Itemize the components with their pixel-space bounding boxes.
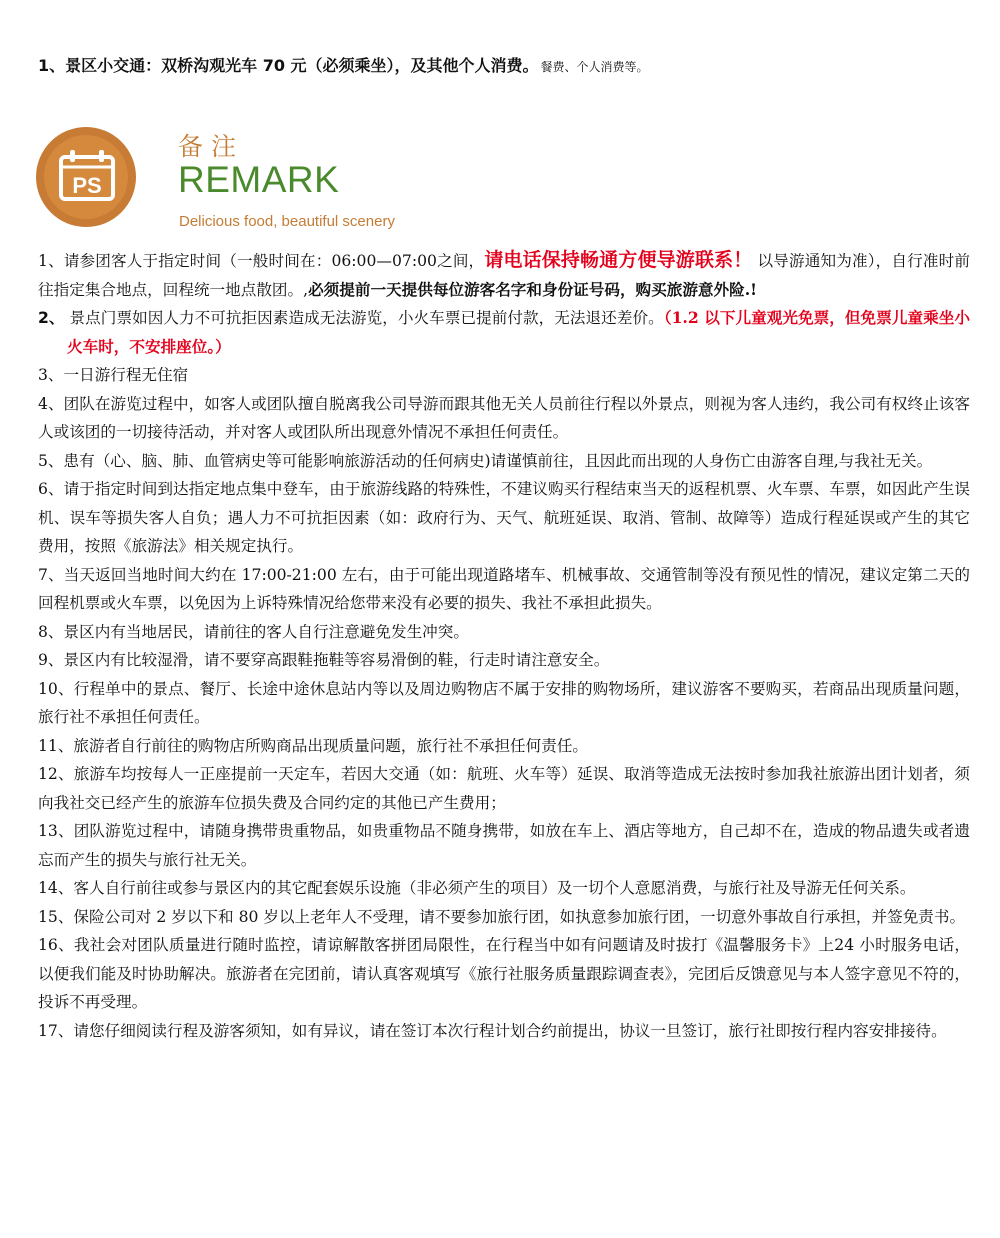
note-item-10: 10、行程单中的景点、餐厅、长途中途休息站内等以及周边购物店不属于安排的购物场所，建议游客不要购买，若商品出现质量问题，旅行社不承担任何责任。: [38, 679, 970, 726]
note-1-bold: 必须提前一天提供每位游客名字和身份证号码，购买旅游意外险.!: [308, 279, 757, 299]
remark-title-en: REMARK: [178, 159, 340, 200]
note-item-8: 8、景区内有当地居民，请前往的客人自行注意避免发生冲突。: [38, 622, 469, 641]
remark-tagline: Delicious food, beautiful scenery: [179, 213, 395, 230]
note-2-highlight: （1.2 以下儿童观光免票，但免票儿童乘坐小火车时，不安排座位。）: [67, 308, 970, 356]
note-item-17: 17、请您仔细阅读行程及游客须知，如有异议，请在签订本次行程计划合约前提出，协议一旦签订，旅行社即按行程内容安排接待。: [38, 1021, 947, 1040]
note-2-text: 景点门票如因人力不可抗拒因素造成无法游览，小火车票已提前付款，无法退还差价。: [69, 309, 664, 327]
note-item-2: [38, 304, 970, 361]
note-item-16: 16、我社会对团队质量进行随时监控，请谅解散客拼团局限性，在行程当中如有问题请及时拔打《温馨服务卡》上24 小时服务电话，以便我们能及时协助解决。旅游者在完团前，请认真客观填写《旅行社服务质量跟踪调查表》，完团后反馈意见与本人签字意见不符的，投诉不再受理。: [38, 936, 970, 1011]
note-item-5: 5、患有（心、脑、肺、血管病史等可能影响旅游活动的任何病史)请谨慎前往，且因此而出现的人身伤亡由游客自理,与我社无关。: [38, 451, 933, 470]
remark-banner: [36, 127, 456, 230]
note-2-number: 2、: [38, 309, 65, 327]
note-item-7: 7、当天返回当地时间大约在 17:00-21:00 左右，由于可能出现道路堵车、机械事故、交通管制等没有预见性的情况，建议定第二天的回程机票或火车票，以免因为上诉特殊情况给您带来没有必要的损失、我社不承担此损失。: [38, 565, 970, 612]
note-item-3: 3、一日游行程无住宿: [38, 366, 189, 384]
note-item-9: 9、景区内有比较湿滑，请不要穿高跟鞋拖鞋等容易滑倒的鞋，行走时请注意安全。: [38, 651, 610, 669]
remark-badge-text: PS: [72, 173, 102, 198]
note-item-12: 12、旅游车均按每人一正座提前一天定车，若因大交通（如：航班、火车等）延误、取消等造成无法按时参加我社旅游出团计划者，须向我社交已经产生的旅游车位损失费及合同约定的其他已产生费用；: [38, 765, 970, 812]
fee-note-small: 餐费、个人消费等。: [540, 60, 649, 74]
fee-note-line: [38, 53, 978, 76]
note-1-text-a: 1、请参团客人于指定时间（一般时间在：06:00—07:00之间，: [38, 252, 485, 270]
calendar-icon: [36, 127, 136, 227]
note-item-1: [38, 246, 970, 304]
note-item-14: 14、客人自行前往或参与景区内的其它配套娱乐设施（非必须产生的项目）及一切个人意愿消费，与旅行社及导游无任何关系。: [38, 879, 916, 897]
notes-list: [38, 246, 970, 1045]
fee-note-main: 1、景区小交通：双桥沟观光车 70 元（必须乘坐），及其他个人消费。: [38, 56, 539, 75]
note-1-text-c: 以导游通知为准），自行准时前往指定集合地点，回程统一地点散团。,: [38, 252, 970, 299]
note-1-highlight: 请电话保持畅通方便导游联系！: [484, 249, 753, 271]
note-item-15: 15、保险公司对 2 岁以下和 80 岁以上老年人不受理，请不要参加旅行团，如执意参加旅行团，一切意外事故自行承担，并签免责书。: [38, 907, 966, 926]
note-item-13: 13、团队游览过程中，请随身携带贵重物品，如贵重物品不随身携带，如放在车上、酒店等地方，自己却不在，造成的物品遗失或者遗忘而产生的损失与旅行社无关。: [38, 822, 970, 869]
note-item-6: 6、请于指定时间到达指定地点集中登车，由于旅游线路的特殊性，不建议购买行程结束当天的返程机票、火车票、车票，如因此产生误机、误车等损失客人自负；遇人力不可抗拒因素（如：政府行为、天气、航班延误、取消、管制、故障等）造成行程延误或产生的其它费用，按照《旅游法》相关规定执行。: [38, 480, 970, 555]
note-item-11: 11、旅游者自行前往的购物店所购商品出现质量问题，旅行社不承担任何责任。: [38, 736, 589, 755]
remark-title-cn: 备注: [178, 132, 245, 161]
note-item-4: 4、团队在游览过程中，如客人或团队擅自脱离我公司导游而跟其他无关人员前往行程以外景点，则视为客人违约，我公司有权终止该客人或该团的一切接待活动，并对客人或团队所出现意外情况不承担任何责任。: [38, 394, 970, 441]
